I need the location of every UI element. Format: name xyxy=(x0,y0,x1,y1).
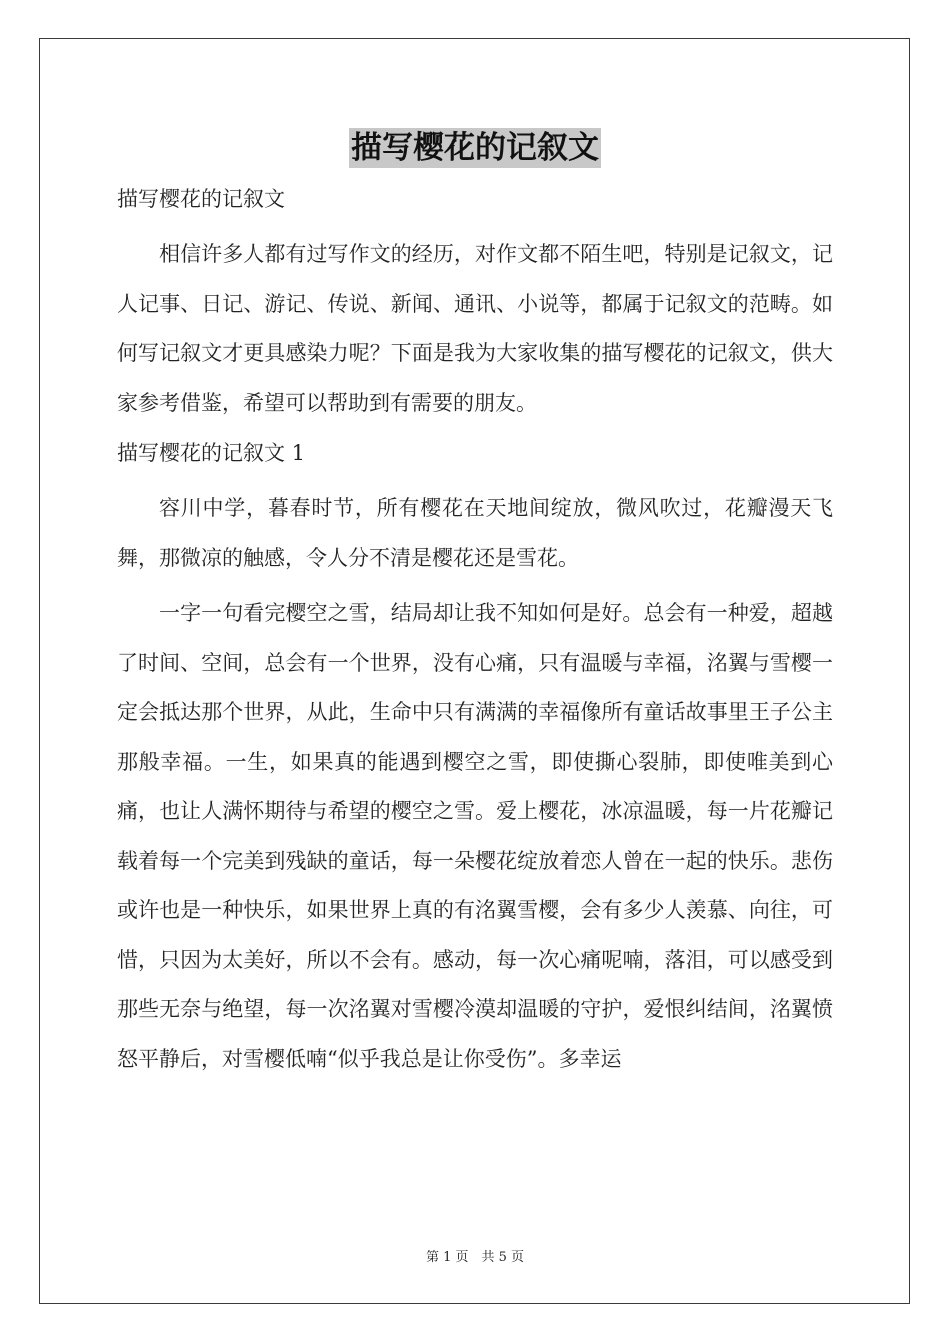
page-footer: 第 1 页 共 5 页 xyxy=(425,1250,525,1265)
body-paragraph-1: 容川中学，暮春时节，所有樱花在天地间绽放，微风吹过，花瓣漫天飞舞，那微凉的触感，令人分不清是樱花还是雪花。 xyxy=(117,496,833,570)
document-body xyxy=(117,180,833,1084)
document-title: 描写樱花的记叙文 xyxy=(351,130,599,166)
title-container xyxy=(0,128,950,168)
intro-paragraph: 相信许多人都有过写作文的经历，对作文都不陌生吧，特别是记叙文，记人记事、日记、游记、传说、新闻、通讯、小说等，都属于记叙文的范畴。如何写记叙文才更具感染力呢？下面是我为大家收集的描写樱花的记叙文，供大家参考借鉴，希望可以帮助到有需要的朋友。 xyxy=(117,242,833,415)
intro-heading: 描写樱花的记叙文 xyxy=(117,187,285,211)
section-heading: 描写樱花的记叙文 1 xyxy=(117,441,306,465)
body-paragraph-2: 一字一句看完樱空之雪，结局却让我不知如何是好。总会有一种爱，超越了时间、空间，总会有一个世界，没有心痛，只有温暖与幸福，洺翼与雪樱一定会抵达那个世界，从此，生命中只有满满的幸福像所有童话故事里王子公主那般幸福。一生，如果真的能遇到樱空之雪，即使撕心裂肺，即使唯美到心痛，也让人满怀期待与希望的樱空之雪。爱上樱花，冰凉温暖，每一片花瓣记载着每一个完美到残缺的童话，每一朵樱花绽放着恋人曾在一起的快乐。悲伤或许也是一种快乐，如果世界上真的有洺翼雪樱，会有多少人羡慕、向往，可惜，只因为太美好，所以不会有。感动，每一次心痛呢喃，落泪，可以感受到那些无奈与绝望，每一次洺翼对雪樱冷漠却温暖的守护，爱恨纠结间，洺翼愤怒平静后，对雪樱低喃“似乎我总是让你受伤”。多幸运 xyxy=(117,601,833,1071)
